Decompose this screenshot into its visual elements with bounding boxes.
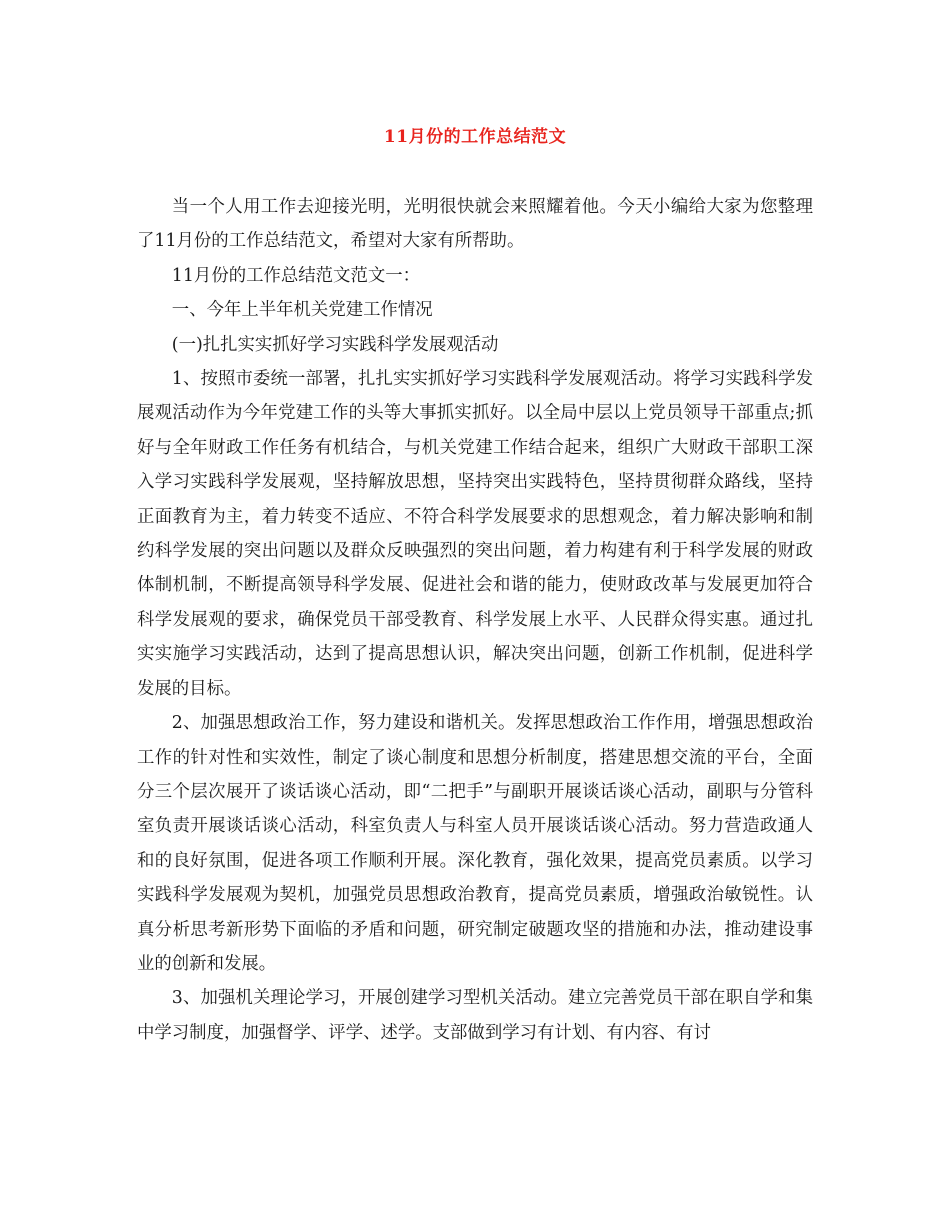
- document-body: [137, 190, 813, 1050]
- document-title: 11月份的工作总结范文: [383, 127, 567, 147]
- paragraph-item-1: 1、按照市委统一部署，扎扎实实抓好学习实践科学发展观活动。将学习实践科学发展观活动作为今年党建工作的头等大事抓实抓好。以全局中层以上党员领导干部重点;抓好与全年财政工作任务有机结合，与机关党建工作结合起来，组织广大财政干部职工深入学习实践科学发展观，坚持解放思想，坚持突出实践特色，坚持贯彻群众路线，坚持正面教育为主，着力转变不适应、不符合科学发展要求的思想观念，着力解决影响和制约科学发展的突出问题以及群众反映强烈的突出问题，着力构建有利于科学发展的财政体制机制，不断提高领导科学发展、促进社会和谐的能力，使财政改革与发展更加符合科学发展观的要求，确保党员干部受教育、科学发展上水平、人民群众得实惠。通过扎实实施学习实践活动，达到了提高思想认识，解决突出问题，创新工作机制，促进科学发展的目标。: [137, 369, 813, 699]
- paragraph-example-heading: 11月份的工作总结范文范文一：: [171, 265, 421, 286]
- section-heading-1: 一、今年上半年机关党建工作情况: [171, 300, 433, 321]
- subsection-heading-1: (一)扎扎实实抓好学习实践科学发展观活动: [171, 334, 499, 355]
- paragraph-item-2: 2、加强思想政治工作，努力建设和谐机关。发挥思想政治工作作用，增强思想政治工作的针对性和实效性，制定了谈心制度和思想分析制度，搭建思想交流的平台，全面分三个层次展开了谈话谈心活动，即“二把手”与副职开展谈话谈心活动，副职与分管科室负责开展谈话谈心活动，科室负责人与科室人员开展谈话谈心活动。努力营造政通人和的良好氛围，促进各项工作顺利开展。深化教育，强化效果，提高党员素质。以学习实践科学发展观为契机，加强党员思想政治教育，提高党员素质，增强政治敏锐性。认真分析思考新形势下面临的矛盾和问题，研究制定破题攻坚的措施和办法，推动建设事业的创新和发展。: [137, 713, 813, 974]
- paragraph-intro: 当一个人用工作去迎接光明，光明很快就会来照耀着他。今天小编给大家为您整理了11月份的工作总结范文，希望对大家有所帮助。: [137, 197, 813, 252]
- paragraph-item-3: 3、加强机关理论学习，开展创建学习型机关活动。建立完善党员干部在职自学和集中学习制度，加强督学、评学、述学。支部做到学习有计划、有内容、有讨: [137, 988, 813, 1043]
